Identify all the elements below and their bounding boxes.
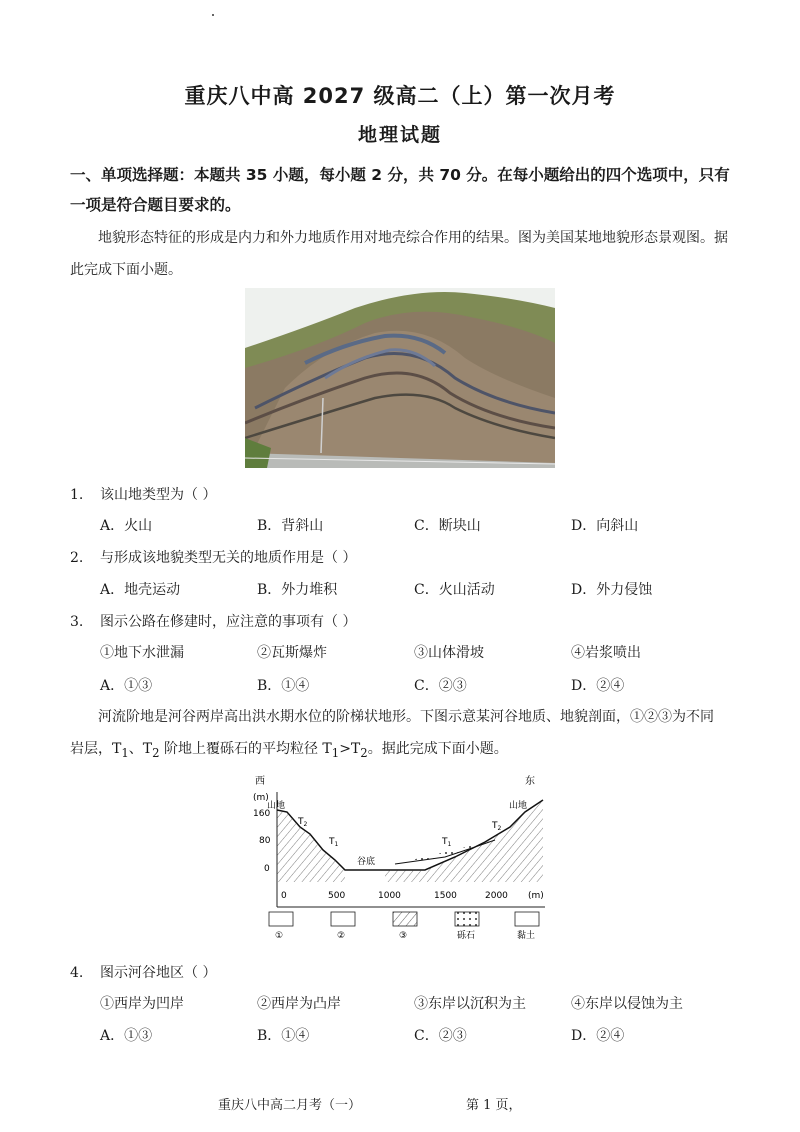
question-1 — [70, 484, 216, 504]
footer-exam-name: 重庆八中高二月考（一） — [218, 1098, 362, 1113]
t2-west-label: $T_2$ — [298, 817, 308, 828]
q3-option-d[interactable]: D．②④ — [571, 678, 625, 694]
x-tick-2000: 2000 — [485, 891, 508, 901]
q1-option-c[interactable]: C．断块山 — [414, 518, 481, 534]
page-subtitle: 地理试题 — [357, 124, 442, 146]
p2-seg-a: 岩层，T — [70, 741, 122, 757]
q3-option-a[interactable]: A．①③ — [100, 678, 153, 694]
y-tick-160: 160 — [253, 809, 271, 819]
passage-2-line-1: 河流阶地是河谷两岸高出洪水期水位的阶梯状地形。下图示意某河谷地质、地貌剖面，①②③为不同 — [98, 709, 714, 725]
legend-label-clay: 黏土 — [517, 931, 536, 941]
mountain-west-label: 山地 — [267, 801, 286, 811]
x-tick-0: 0 — [281, 891, 287, 901]
p2-seg-e: 阶地上覆砾石的平均粒径 T — [159, 741, 332, 757]
q4-option-c[interactable]: C．②③ — [414, 1028, 467, 1044]
passage-1: 地貌形态特征的形成是内力和外力地质作用对地壳综合作用的结果。图为美国某地地貌形态景观图。据此完成下面小题。 — [70, 230, 728, 278]
t2-east-label: $T_2$ — [492, 821, 502, 832]
legend-swatch-gravel — [455, 912, 479, 926]
legend-label-1: ① — [275, 931, 284, 941]
question-1-stem: 该山地类型为（ ） — [100, 487, 217, 503]
question-3-stem: 图示公路在修建时，应注意的事项有（ ） — [100, 614, 357, 630]
q2-option-d[interactable]: D．外力侵蚀 — [571, 582, 653, 598]
y-unit-label: (m) — [253, 793, 269, 803]
q4-item-2: ②西岸为凸岸 — [257, 996, 341, 1012]
legend-swatch-2 — [331, 912, 355, 926]
p2-seg-g: >T — [339, 741, 361, 757]
landform-photo — [245, 288, 555, 468]
passage-2-line-2 — [70, 733, 730, 769]
question-2 — [70, 547, 356, 567]
question-4 — [70, 962, 216, 982]
q4-option-a[interactable]: A．①③ — [100, 1028, 153, 1044]
q2-option-b[interactable]: B．外力堆积 — [257, 582, 338, 598]
east-label: 东 — [525, 776, 535, 787]
p2-sub-3: 1 — [331, 745, 340, 760]
west-label: 西 — [255, 776, 265, 787]
legend-label-2: ② — [337, 931, 346, 941]
legend-swatch-clay — [515, 912, 539, 926]
y-tick-0: 0 — [264, 864, 270, 874]
q4-item-1: ①西岸为凹岸 — [100, 996, 184, 1012]
passage-2 — [70, 701, 730, 769]
valley-floor-label: 谷底 — [357, 857, 376, 867]
q3-option-c[interactable]: C．②③ — [414, 678, 467, 694]
p2-seg-c: 、T — [128, 741, 153, 757]
q4-option-b[interactable]: B．①④ — [257, 1028, 310, 1044]
p2-seg-i: 。据此完成下面小题。 — [367, 741, 508, 757]
q1-option-d[interactable]: D．向斜山 — [571, 518, 639, 534]
q1-option-a[interactable]: A．火山 — [100, 518, 153, 534]
q2-option-c[interactable]: C．火山活动 — [414, 582, 495, 598]
legend-swatch-1 — [269, 912, 293, 926]
question-1-number: 1. — [70, 487, 84, 503]
scan-speck — [212, 14, 214, 16]
x-unit-label: (m) — [528, 891, 544, 901]
x-tick-1500: 1500 — [434, 891, 457, 901]
q1-option-b[interactable]: B．背斜山 — [257, 518, 324, 534]
question-3 — [70, 611, 356, 631]
q2-option-a[interactable]: A．地壳运动 — [100, 582, 181, 598]
question-4-stem: 图示河谷地区（ ） — [100, 965, 217, 981]
q3-item-1: ①地下水泄漏 — [100, 645, 184, 661]
p2-sub-2: 2 — [152, 745, 160, 760]
page-title: 重庆八中高 2027 级高二（上）第一次月考 — [184, 84, 616, 108]
q4-item-4: ④东岸以侵蚀为主 — [571, 996, 683, 1012]
legend-label-gravel: 砾石 — [457, 931, 476, 941]
x-tick-1000: 1000 — [378, 891, 401, 901]
question-4-number: 4. — [70, 965, 84, 981]
valley-profile-diagram — [245, 772, 555, 942]
question-2-stem: 与形成该地貌类型无关的地质作用是（ ） — [100, 550, 357, 566]
q3-item-3: ③山体滑坡 — [414, 645, 484, 661]
x-tick-500: 500 — [328, 891, 346, 901]
question-3-number: 3. — [70, 614, 84, 630]
mountain-east-label: 山地 — [509, 801, 528, 811]
p2-sub-4: 2 — [360, 745, 368, 760]
section-heading: 一、单项选择题：本题共 35 小题，每小题 2 分，共 70 分。在每小题给出的四个选项中，只有一项是符合题目要求的。 — [70, 166, 730, 214]
question-2-number: 2. — [70, 550, 84, 566]
t1-west-label: $T_1$ — [329, 837, 339, 848]
q4-item-3: ③东岸以沉积为主 — [414, 996, 526, 1012]
footer-page-number: 第 1 页， — [466, 1098, 522, 1113]
legend-label-3: ③ — [399, 931, 408, 941]
y-tick-80: 80 — [259, 836, 271, 846]
t1-east-label: $T_1$ — [442, 837, 452, 848]
q4-option-d[interactable]: D．②④ — [571, 1028, 625, 1044]
q3-option-b[interactable]: B．①④ — [257, 678, 310, 694]
p2-sub-1: 1 — [121, 745, 129, 760]
legend-swatch-3 — [393, 912, 417, 926]
q3-item-4: ④岩浆喷出 — [571, 645, 641, 661]
q3-item-2: ②瓦斯爆炸 — [257, 645, 327, 661]
